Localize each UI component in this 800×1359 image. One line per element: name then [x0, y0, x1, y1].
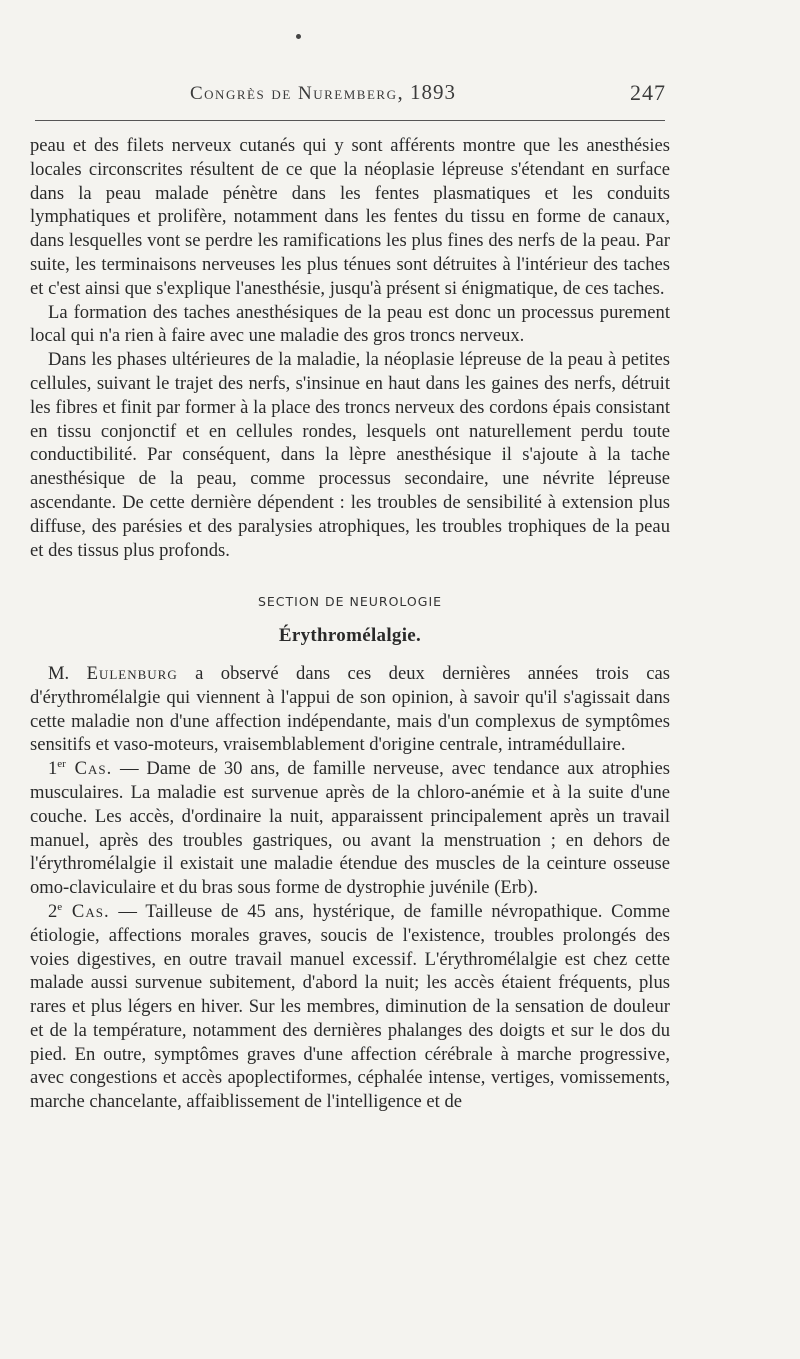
- paragraph-continued: peau et des filets nerveux cutanés qui y sont afférents montre que les anesthésies locales circonscrites résultent de ce que la néoplasie lépreuse s'étendant en surface dans la peau malade pénètre dans les fentes plasmatiques et les conduits lymphatiques et prolifère, notamment dans les fentes du tissu en forme de canaux, dans lesquelles vont se perdre les ramifications les plus fines des nerfs de la peau. Par suite, les terminaisons nerveuses les plus ténues sont détruites à l'intérieur des taches et c'est ainsi que s'explique l'anesthésie, jusqu'à présent si énigmatique, de ces taches.: [30, 135, 670, 299]
- paragraph-eulenburg: M. Eulenburg a observé dans ces deux dernières années trois cas d'érythromélalgie qui viennent à l'appui de son opinion, à savoir qu'il s'agissait dans cette maladie non d'une affection indépendante, mais d'un complexus de symptômes sensitifs et vaso-moteurs, vraisemblablement d'origine centrale, intramédullaire.: [30, 662, 670, 756]
- paragraph-case-2: 2e Cas. — Tailleuse de 45 ans, hystérique, de famille névropathique. Comme étiologie, affections morales graves, soucis de l'existence, troubles prolongés des voies digestives, en outre travail manuel excessif. L'érythromélalgie est chez cette malade aussi survenue subitement, d'abord la nuit; les accès étaient fréquents, plus rares et plus légers en hiver. Sur les membres, diminution de la sensation de douleur et de la température, notamment des dernières phalanges des doigts et sur le dos du pied. En outre, symptômes graves d'une affection cérébrale à marche progressive, avec congestions et accès apoplectiformes, céphalée intense, vertiges, vomissements, marche chancelante, affaiblissement de l'intelligence et de: [30, 900, 670, 1113]
- body-text: [30, 134, 670, 1114]
- article-title: Érythromélalgie.: [278, 625, 422, 647]
- section-title: SECTION DE NEUROLOGIE: [257, 594, 443, 610]
- author-name: Eulenburg: [86, 662, 178, 684]
- paragraph: La formation des taches anesthésiques de la peau est donc un processus purement local qui n'a rien à faire avec une maladie des gros troncs nerveux.: [30, 301, 670, 347]
- case-label: Cas.: [62, 900, 110, 922]
- paragraph-case-1: 1er Cas. — Dame de 30 ans, de famille nerveuse, avec tendance aux atrophies musculaires. La maladie est survenue après de la chloro-anémie et à la suite d'une couche. Les accès, d'ordinaire la nuit, apparaissent principalement après un travail manuel, après des troubles gastriques, ou avant la menstruation ; en dehors de l'érythromélalgie il existait une maladie étendue des muscles de la ceinture osseuse omo-claviculaire et du bras sous forme de dystrophie juvénile (Erb).: [30, 757, 670, 899]
- page-mark-dot: [296, 34, 301, 39]
- running-title: Congrès de Nuremberg, 1893: [190, 80, 456, 104]
- case-label: Cas.: [65, 758, 113, 780]
- paragraph: Dans les phases ultérieures de la maladie, la néoplasie lépreuse de la peau à petites cellules, suivant le trajet des nerfs, s'insinue en haut dans les gaines des nerfs, détruit les fibres et finit par former à la place des troncs nerveux des cordons épais consistant en tissu conjonctif et en cellules rondes, lesquels ont naturellement perdu toute conductibilité. Par conséquent, dans la lèpre anesthésique il s'ajoute à la tache anesthésique de la peau, comme processus secondaire, une névrite lépreuse ascendante. De cette dernière dépendent : les troubles de sensibilité à extension plus diffuse, des parésies et des paralysies atrophiques, les troubles trophiques de la peau et des tissus plus profonds.: [30, 349, 670, 561]
- header-rule: [35, 120, 665, 121]
- page-number: 247: [630, 80, 666, 105]
